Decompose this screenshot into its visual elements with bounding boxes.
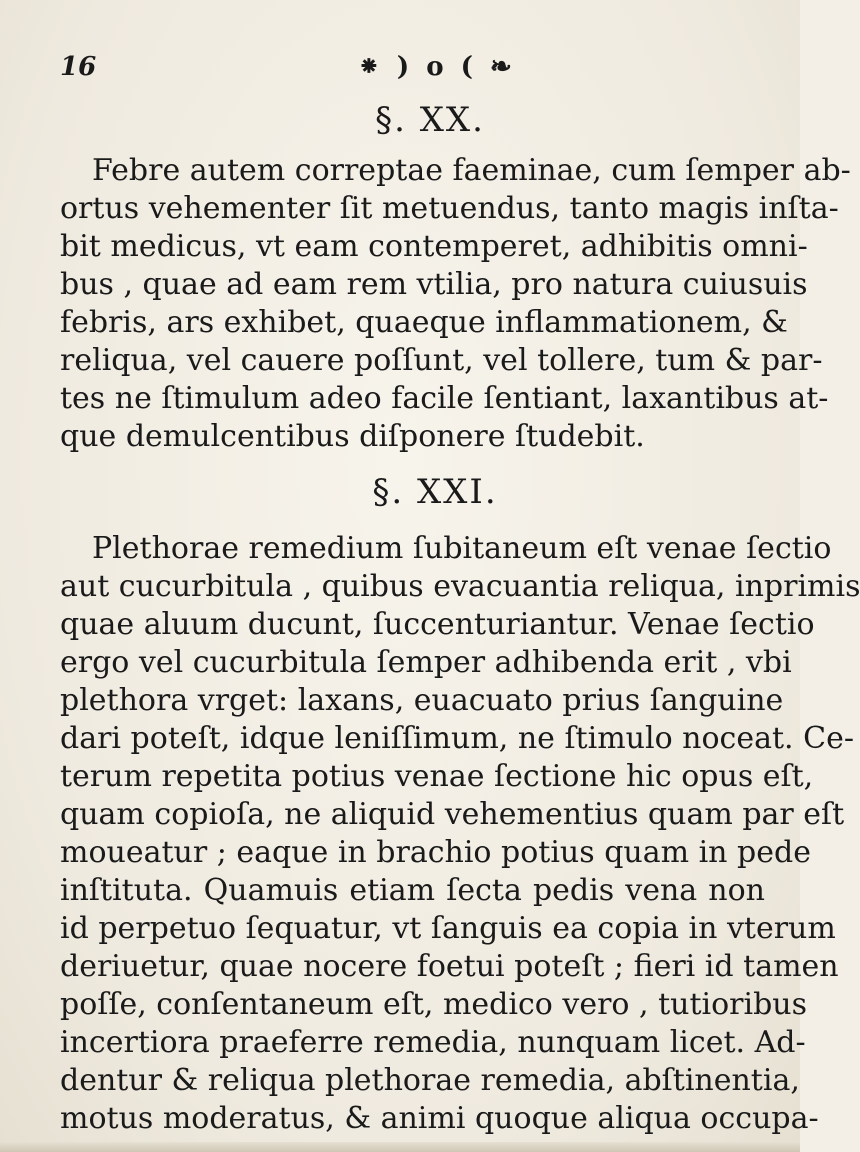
text-line: bit medicus, vt eam contemperet, adhibitis omni- (60, 229, 808, 264)
text-line: aut cucurbitula , quibus evacuantia reliqua, inprimis (60, 569, 860, 604)
text-line: quam copioſa, ne aliquid vehementius quam par eſt (60, 797, 845, 832)
page-number: 16 (60, 52, 97, 82)
text-line: que demulcentibus diſponere ſtudebit. (60, 419, 645, 454)
text-line: Febre autem correptae faeminae, cum ſemper ab- (92, 153, 851, 188)
text-line: incertiora praeferre remedia, nunquam licet. Ad- (60, 1025, 806, 1060)
text-line: Plethorae remedium ſubitaneum eſt venae ſectio (92, 531, 832, 566)
header-ornament: ⁕ ) o ( ❧ (358, 52, 516, 82)
text-line: inſtituta. Quamuis etiam ſecta pedis vena non (60, 873, 765, 908)
text-line: id perpetuo ſequatur, vt ſanguis ea copia in vterum (60, 911, 836, 946)
text-line: quae aluum ducunt, ſuccenturiantur. Venae ſectio (60, 607, 815, 642)
text-line: poſſe, conſentaneum eſt, medico vero , tutioribus (60, 987, 808, 1022)
text-line: ortus vehementer ſit metuendus, tanto magis inſta- (60, 191, 839, 226)
section-heading-xx: §. XX. (375, 100, 485, 140)
text-line: reliqua, vel cauere poſſunt, vel tollere, tum & par- (60, 343, 823, 378)
text-line: deriuetur, quae nocere foetui poteſt ; fieri id tamen (60, 949, 839, 984)
text-line: plethora vrget: laxans, euacuato prius ſanguine (60, 683, 784, 718)
text-line: moueatur ; eaque in brachio potius quam in pede (60, 835, 811, 870)
text-line: febris, ars exhibet, quaeque inflammationem, & (60, 305, 788, 340)
text-line: ergo vel cucurbitula ſemper adhibenda erit , vbi (60, 645, 792, 680)
text-line: dentur & reliqua plethorae remedia, abſtinentia, (60, 1063, 800, 1098)
section-heading-xxi: §. XXI. (372, 472, 498, 512)
page-bottom-edge (0, 1142, 800, 1152)
paragraph-section-xx (60, 152, 851, 456)
text-line: tes ne ſtimulum adeo facile ſentiant, laxantibus at- (60, 381, 829, 416)
text-line: dari poteſt, idque leniſſimum, ne ſtimulo noceat. Ce- (60, 721, 854, 756)
text-line: terum repetita potius venae ſectione hic opus eſt, (60, 759, 814, 794)
running-head (0, 52, 800, 92)
text-line: motus moderatus, & animi quoque aliqua occupa- (60, 1101, 819, 1136)
paragraph-section-xxi (60, 530, 860, 1138)
text-line: bus , quae ad eam rem vtilia, pro natura cuiusuis (60, 267, 808, 302)
